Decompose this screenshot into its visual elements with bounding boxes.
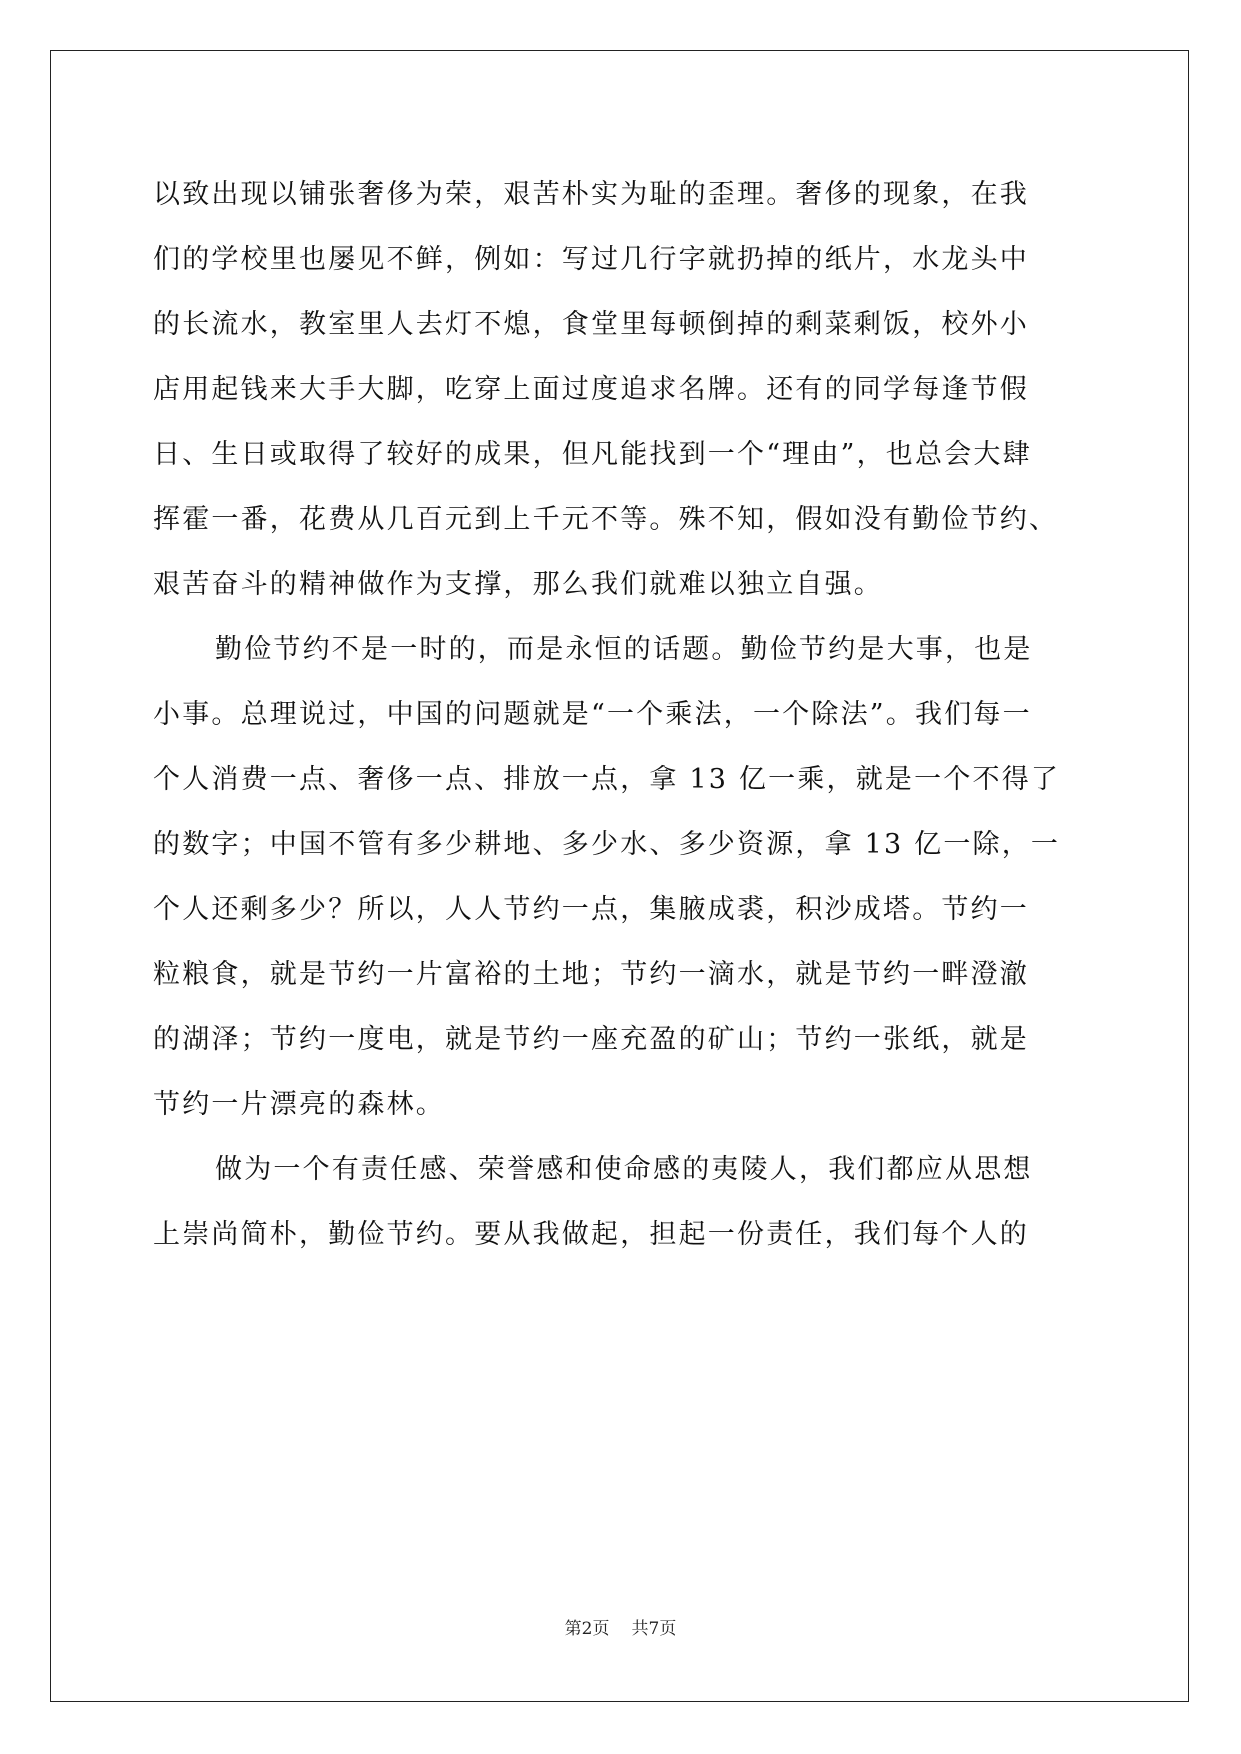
page-number-total: 共7页: [631, 1619, 677, 1639]
text-line: 挥霍一番，花费从几百元到上千元不等。殊不知，假如没有勤俭节约、: [153, 504, 1059, 535]
page-footer: [0, 1614, 1241, 1639]
text-line: 做为一个有责任感、荣誉感和使命感的夷陵人，我们都应从思想: [215, 1154, 1033, 1185]
text-line: 勤俭节约不是一时的，而是永恒的话题。勤俭节约是大事，也是: [215, 634, 1033, 665]
text-line: 个人消费一点、奢侈一点、排放一点，拿 13 亿一乘，就是一个不得了: [153, 764, 1061, 795]
text-line: 节约一片漂亮的森林。: [153, 1089, 445, 1120]
text-line: 的长流水，教室里人去灯不熄，食堂里每顿倒掉的剩菜剩饭，校外小: [153, 309, 1029, 340]
document-body: [153, 162, 1093, 1267]
text-line: 们的学校里也屡见不鲜，例如：写过几行字就扔掉的纸片，水龙头中: [153, 244, 1029, 275]
text-line: 粒粮食，就是节约一片富裕的土地；节约一滴水，就是节约一畔澄澈: [153, 959, 1029, 990]
text-line: 店用起钱来大手大脚，吃穿上面过度追求名牌。还有的同学每逢节假: [153, 374, 1029, 405]
text-line: 的湖泽；节约一度电，就是节约一座充盈的矿山；节约一张纸，就是: [153, 1024, 1029, 1055]
text-line: 小事。总理说过，中国的问题就是“一个乘法，一个除法”。我们每一: [153, 699, 1032, 730]
text-line: 上崇尚简朴，勤俭节约。要从我做起，担起一份责任，我们每个人的: [153, 1219, 1029, 1250]
text-line: 的数字；中国不管有多少耕地、多少水、多少资源，拿 13 亿一除，一: [153, 829, 1061, 860]
page-number-current: 第2页: [564, 1619, 610, 1639]
text-line: 以致出现以铺张奢侈为荣，艰苦朴实为耻的歪理。奢侈的现象，在我: [153, 179, 1029, 210]
text-line: 日、生日或取得了较好的成果，但凡能找到一个“理由”，也总会大肆: [153, 439, 1032, 470]
text-line: 艰苦奋斗的精神做作为支撑，那么我们就难以独立自强。: [153, 569, 883, 600]
text-line: 个人还剩多少？所以，人人节约一点，集腋成裘，积沙成塔。节约一: [153, 894, 1029, 925]
